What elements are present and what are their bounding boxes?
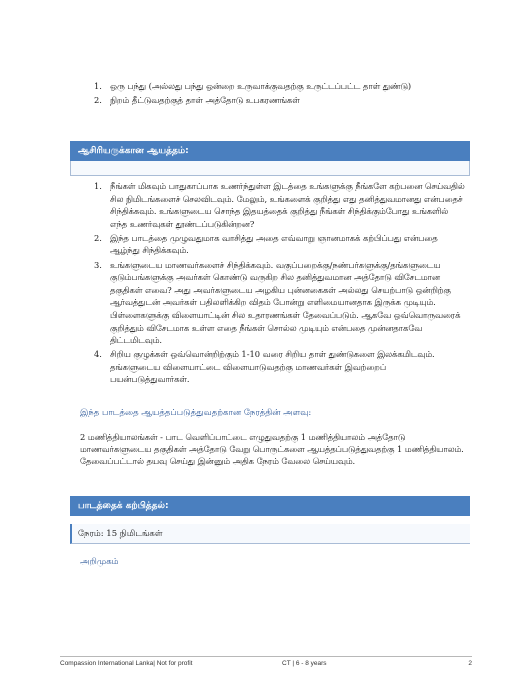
list-number: 3. [94,259,102,270]
list-text: இந்த பாடத்தை முழுவதுமாக வாசித்து அதை எவ்வாறு ஞானமாகக் கற்பிப்பது என்பதை ஆழ்ந்து சிந்திக்கவும். [110,232,438,256]
page-footer [60,656,472,669]
list-item [94,80,470,93]
list-text: நீங்கள் மிகவும் பாதுகாப்பாக உணர்ந்துள்ள இடத்தை உங்களுக்கு நீங்களே கற்பனை செய்வதில் சில நிமிடங்களைச் செலவிடவும். மேலும், உங்களைக் குறித்து எது தனித்துவமானது என்பதைச் சிந்திக்கவும். உங்களுடைய சொந்த இதயத்தைக் குறித்து நீங்கள் சிந்திக்கும்போது உங்களில் எந்த உணர்வுகள் தூண்டப்படுகின்றன? [110,181,465,229]
preparation-time-paragraph: 2 மணித்தியாலங்கள் - பாட வெளிப்பாட்டை எழுதுவதற்கு 1 மணித்தியாலம் அத்தோடு மாணவர்களுடைய தகுதிகள் அத்தோடு வேறு பொருட்களை ஆயத்தப்படுத்துவதற்கு 1 மணித்தியாலம். தேவைப்பட்டால் தயவு செய்து இன்னும் அதிக நேரம் வேலை செய்யவும். [80,432,464,467]
preparation-time-heading: இந்த பாடத்தை ஆயத்தப்படுத்துவதற்கான நேரத்தின் அளவு: [80,408,312,418]
list-text: ஒரு பந்து (அல்லது பந்து ஒன்றை உருவாக்குவதற்கு உருட்டப்பட்ட தாள் துண்டு) [110,81,412,91]
list-text: உங்களுடைய மாணவர்களைச் சிந்திக்கவும். வகுப்பறைக்கு/நண்பர்களுக்கு/தங்களுடைய குடும்பங்களுக்கு அவர்கள் கொண்டு வருகிற சில தனித்துவமான அத்தோடு விசேடமான தகுதிகள் எவை? அது அவர்களுடைய அழகிய புன்னகைகள் அல்லது செயற்பாடு ஒன்றிற்கு ஆர்வத்துடன் அவர்கள் பதிலளிக்கிற விதம் போன்று எளிமையானதாக இருக்க முடியும். பிள்ளைகளுக்கு விளையாட்டின் சில உதாரணங்கள் தேவைப்படும். ஆகவே ஒவ்வொருவரைக் குறித்தும் விசேடமாக உள்ள எதை நீங்கள் சொல்ல முடியும் என்பதை முன்னதாகவே திட்டமிடவும். [110,259,461,346]
footer-organization: Compassion International Lanka| Not for profit [60,660,193,667]
lesson-time-box [70,524,470,544]
footer-age-group: CT | 6 - 8 years [282,660,327,667]
introduction-heading: அறிமுகம் [80,557,119,567]
list-text: நிறம் தீட்டுவதற்குத் தாள் அத்தோடு உபகரணங்கள் [110,94,300,105]
list-item [94,94,470,107]
list-item [94,180,466,230]
teaching-heading: பாடத்தைக் கற்பித்தல்: [70,496,470,516]
list-item [94,348,466,386]
list-number: 4. [94,349,102,360]
list-number: 1. [94,81,102,91]
preparation-box [70,161,470,176]
teacher-preparation-heading: ஆசிரியருக்கான ஆயத்தம்: [70,141,470,161]
list-number: 2. [94,94,102,105]
preparation-list [94,180,466,388]
list-item [94,232,466,257]
page-number: 2 [468,660,472,667]
list-item [94,259,466,347]
list-number: 2. [94,232,102,243]
list-text: சிறிய குழுக்கள் ஒவ்வொன்றிற்கும் 1-10 வரை சிறிய தாள் துண்டுகளை இலக்கமிடவும். தங்களுடைய விளையாட்டை விளையாடுவதற்கு மாணவர்கள் இவற்றைப் பயன்படுத்துவார்கள். [110,349,435,385]
materials-list [94,80,470,107]
lesson-time-label: நேரம்: 15 நிமிடங்கள் [78,529,163,539]
list-number: 1. [94,181,102,191]
